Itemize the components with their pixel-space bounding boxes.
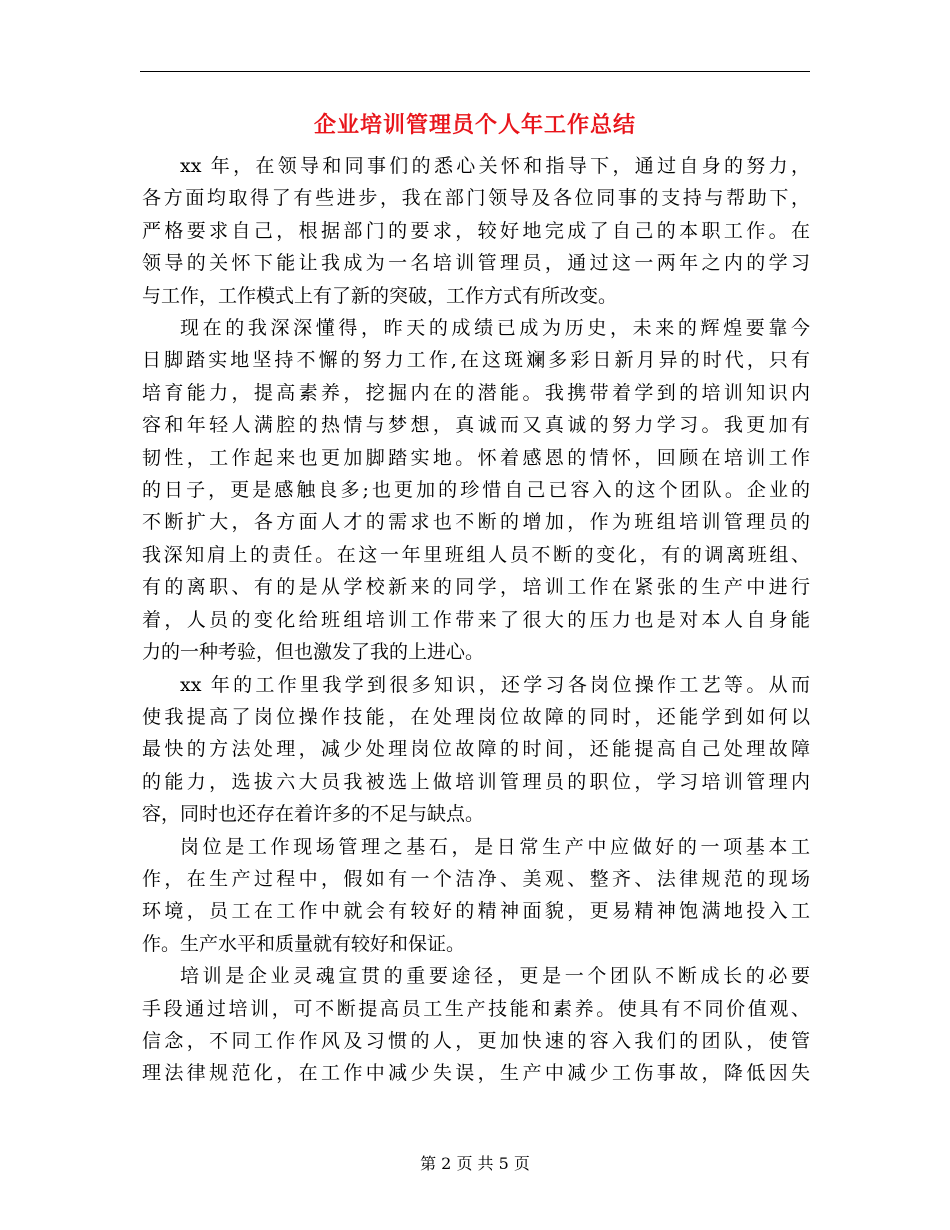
text-line: 的日子，更是感触良多;也更加的珍惜自己已容入的这个团队。企业的 [142, 479, 810, 502]
text-line: 日脚踏实地坚持不懈的努力工作,在这斑斓多彩日新月异的时代，只有 [142, 349, 810, 372]
text-line: 力的一种考验，但也激发了我的上进心。 [142, 641, 485, 664]
text-line: 着，人员的变化给班组培训工作带来了很大的压力也是对本人自身能 [142, 608, 810, 631]
paragraph-4 [142, 831, 810, 961]
text-line: 手段通过培训，可不断提高员工生产技能和素养。使具有不同价值观、 [142, 997, 810, 1020]
page-number: 第 2 页 共 5 页 [420, 1154, 530, 1173]
text-line: 理法律规范化，在工作中减少失误，生产中减少工伤事故，降低因失 [142, 1062, 810, 1085]
text-line: 作。生产水平和质量就有较好和保证。 [142, 932, 466, 955]
text-line: 领导的关怀下能让我成为一名培训管理员，通过这一两年之内的学习 [142, 252, 810, 275]
document-title: 企业培训管理员个人年工作总结 [313, 112, 636, 138]
text-line: xx 年，在领导和同事们的悉心关怀和指导下，通过自身的努力， [180, 155, 810, 177]
text-line: 信念，不同工作作风及习惯的人，更加快速的容入我们的团队，使管 [142, 1029, 810, 1052]
text-line: 与工作，工作模式上有了新的突破，工作方式有所改变。 [142, 284, 618, 307]
text-line: 容，同时也还存在着许多的不足与缺点。 [142, 803, 485, 826]
text-line: 各方面均取得了有些进步，我在部门领导及各位同事的支持与帮助下， [142, 187, 810, 210]
paragraph-1 [142, 150, 810, 312]
text-line: 韧性，工作起来也更加脚踏实地。怀着感恩的情怀，回顾在培训工作 [142, 446, 810, 469]
text-line: xx 年的工作里我学到很多知识，还学习各岗位操作工艺等。从而 [180, 673, 810, 696]
text-line: 最快的方法处理，减少处理岗位故障的时间，还能提高自己处理故障 [142, 738, 810, 761]
text-line: 有的离职、有的是从学校新来的同学，培训工作在紧张的生产中进行 [142, 576, 810, 599]
document-body [142, 150, 810, 1090]
text-line: 严格要求自己，根据部门的要求，较好地完成了自己的本职工作。在 [142, 219, 810, 242]
paragraph-2 [142, 312, 810, 668]
paragraph-5 [142, 960, 810, 1090]
text-line: 现在的我深深懂得，昨天的成绩已成为历史，未来的辉煌要靠今 [180, 317, 810, 340]
text-line: 环境，员工在工作中就会有较好的精神面貌，更易精神饱满地投入工 [142, 900, 810, 923]
header-rule [140, 71, 810, 72]
text-line: 使我提高了岗位操作技能，在处理岗位故障的同时，还能学到如何以 [142, 705, 810, 728]
paragraph-3 [142, 669, 810, 831]
text-line: 培训是企业灵魂宣贯的重要途径，更是一个团队不断成长的必要 [180, 965, 810, 988]
text-line: 不断扩大，各方面人才的需求也不断的增加，作为班组培训管理员的 [142, 511, 810, 534]
text-line: 作，在生产过程中，假如有一个洁净、美观、整齐、法律规范的现场 [142, 867, 810, 890]
text-line: 培育能力，提高素养，挖掘内在的潜能。我携带着学到的培训知识内 [142, 381, 810, 404]
text-line: 岗位是工作现场管理之基石，是日常生产中应做好的一项基本工 [180, 835, 810, 858]
text-line: 的能力，选拔六大员我被选上做培训管理员的职位，学习培训管理内 [142, 770, 810, 793]
text-line: 我深知肩上的责任。在这一年里班组人员不断的变化，有的调离班组、 [142, 543, 810, 566]
text-line: 容和年轻人满腔的热情与梦想，真诚而又真诚的努力学习。我更加有 [142, 414, 810, 437]
